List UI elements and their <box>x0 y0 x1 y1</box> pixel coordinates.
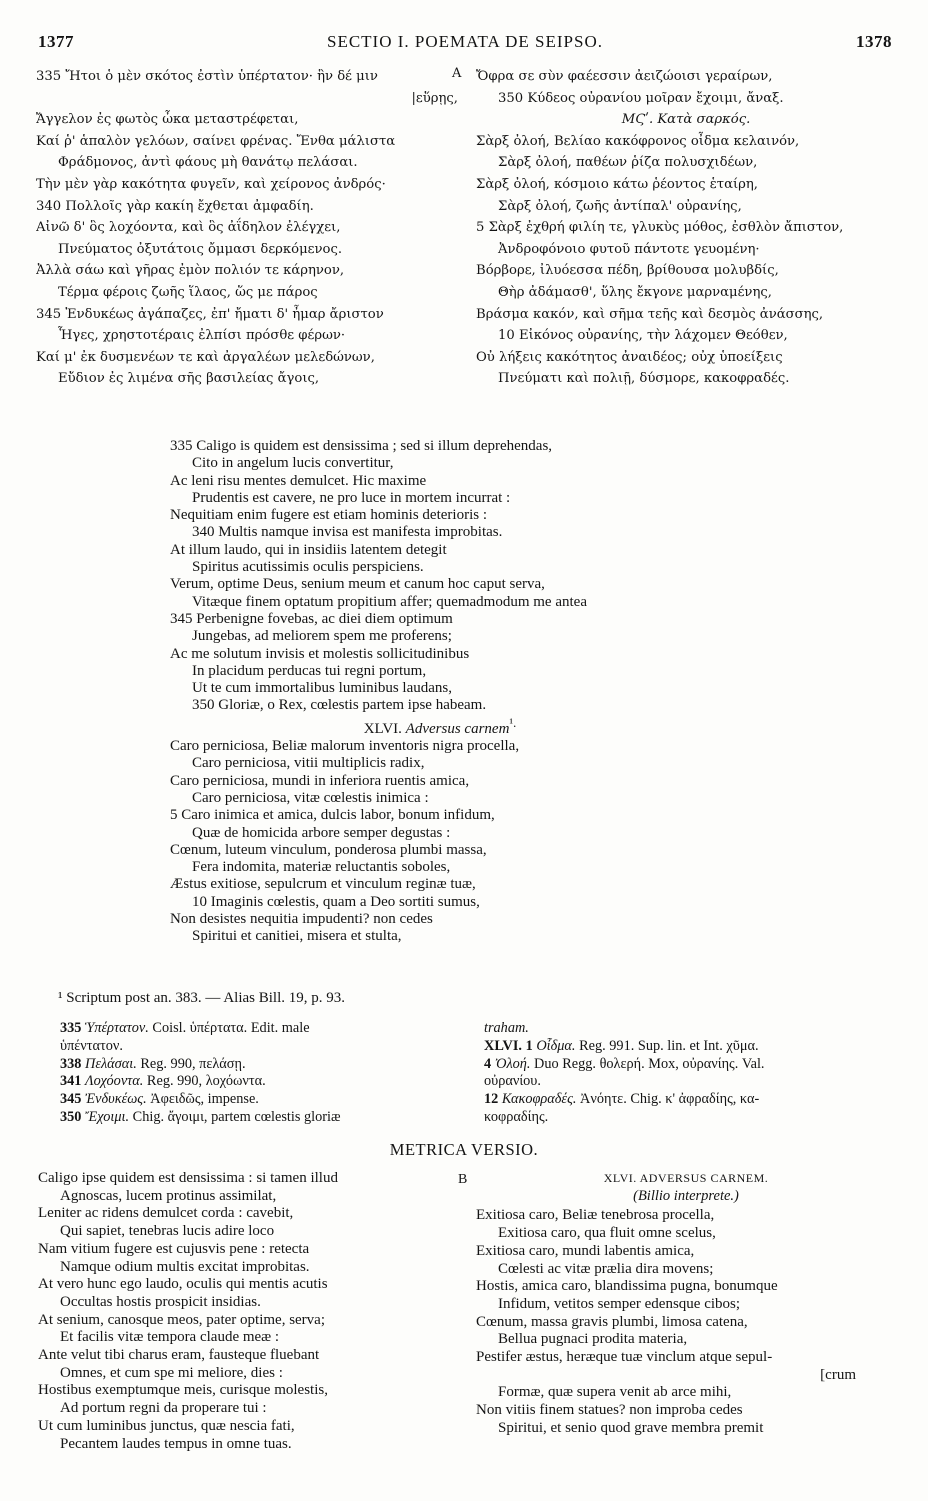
verse-line: Exitiosa caro, Beliæ tenebrosa procella, <box>476 1207 715 1224</box>
note-text: Coisl. ὑπέρτατα. Edit. male <box>148 1020 310 1036</box>
variant-notes-left <box>60 1020 465 1127</box>
latin-line: Prudentis est cavere, ne pro luce in mortem incurrat : <box>192 489 511 506</box>
verse-line: Qui sapiet, tenebras lucis adire loco <box>60 1223 275 1240</box>
greek-line: Φράδμονος, ἀντὶ φάους μὴ θανάτῳ πελάσαι. <box>58 155 358 171</box>
verse-line: Pestifer æstus, heræque tuæ vinclum atque sepul- <box>476 1349 773 1366</box>
greek-line: Πνεύματος ὀξυτάτοις ὄμμασι δερκόμενος. <box>58 241 343 257</box>
note-line <box>484 1109 896 1127</box>
note-line <box>60 1056 465 1074</box>
greek-line: 5 Σὰρξ ἐχθρή φιλίη τε, γλυκὺς μόθος, ἐσθλὸν ἄπιστον, <box>476 220 844 236</box>
latin-line: Fera indomita, materiæ reluctantis soboles, <box>192 859 451 876</box>
page-header <box>38 32 892 54</box>
latin-line: 350 Gloriæ, o Rex, cœlestis partem ipse habeam. <box>192 697 487 714</box>
greek-column-left <box>36 66 464 390</box>
verse-line: Bellua pugnaci prodita materia, <box>498 1331 688 1348</box>
latin-line: Spiritus acutissimis oculis perspiciens. <box>192 559 424 576</box>
latin-line: Nequitiam enim fugere est etiam hominis deterioris : <box>170 507 487 524</box>
note-lemma: Κακοφραδές. <box>501 1091 577 1108</box>
greek-line: 340 Πολλοῖς γὰρ κακίη ἔχθεται ἀμφαδίη. <box>36 198 314 214</box>
note-number: 335 <box>60 1020 82 1036</box>
note-text: Reg. 990, λοχόωντα. <box>143 1073 266 1090</box>
greek-line: Καί ῥ' ἁπαλὸν γελόων, σαίνει φρένας. Ἔνθα μάλιστα <box>36 133 396 149</box>
greek-line: Ἀλλὰ σάω καὶ γῆρας ἐμὸν πολιόν τε κάρηνον, <box>36 263 345 279</box>
note-line <box>484 1056 896 1074</box>
latin-line: Jungebas, ad meliorem spem me proferens; <box>192 628 452 645</box>
verse-line: Cœlesti ac vitæ prælia dira movens; <box>498 1260 714 1277</box>
footnote: ¹ Scriptum post an. 383. — Alias Bill. 19, p. 93. <box>58 990 345 1006</box>
poem-heading: XLVI. ADVERSUS CARNEM. <box>603 1171 769 1185</box>
latin-line: Ac leni risu mentes demulcet. Hic maxime <box>170 472 427 489</box>
note-line <box>484 1038 896 1056</box>
note-lemma: Λοχόοντα. <box>85 1073 144 1090</box>
note-text: Reg. 991. Sup. lin. et Int. χῦμα. <box>575 1037 759 1054</box>
verse-line: Hostibus exemptumque meis, curisque molestis, <box>38 1382 328 1399</box>
heading-number: XLVI. <box>363 720 402 737</box>
verse-line: Omnes, et cum spe mi meliore, dies : <box>60 1364 283 1381</box>
latin-line: Vitæque finem optatum propitium affer; quemadmodum me antea <box>192 593 587 610</box>
greek-line: Αἰνῶ δ' ὃς λοχόοντα, καὶ ὃς ἀΐδηλον ἐλέγχει, <box>36 220 341 236</box>
note-text: ὑπέντατον. <box>60 1037 123 1054</box>
verse-line: Exitiosa caro, qua fluit omne scelus, <box>498 1225 716 1242</box>
verse-line: Nam vitium fugere est cujusvis pene : retecta <box>38 1240 310 1257</box>
note-number: 341 <box>60 1073 82 1090</box>
greek-line: Ἧγες, χρηστοτέραις ἐλπίσι πρόσθε φέρων· <box>58 328 346 344</box>
note-lemma: Ἐνδυκέως. <box>85 1091 147 1108</box>
latin-line: Cœnum, luteum vinculum, ponderosa plumbi massa, <box>170 841 487 858</box>
greek-line: Σὰρξ ὀλοή, κόσμοιο κάτω ῥέοντος ἑταίρη, <box>476 176 758 192</box>
footnote-mark: ¹. <box>509 715 517 730</box>
verse-line: Caligo ipse quidem est densissima : si tamen illud <box>38 1170 338 1186</box>
note-line <box>60 1109 465 1127</box>
latin-line: Caro perniciosa, vitæ cœlestis inimica : <box>192 789 429 806</box>
greek-line: Τὴν μὲν γὰρ κακότητα φυγεῖν, καὶ χείρονος ἀνδρός· <box>36 176 386 192</box>
greek-line: Πνεύματι καὶ πολιῇ, δύσμορε, κακοφραδές. <box>498 371 790 387</box>
note-text: Ἀνόητε. Chig. κ' ἀφραδίης, κα- <box>576 1091 760 1108</box>
latin-line: 340 Multis namque invisa est manifesta improbitas. <box>192 524 503 541</box>
latin-line: In placidum perducas tui regni portum, <box>192 662 427 679</box>
verse-line: Occultas hostis prospicit insidias. <box>60 1293 261 1310</box>
verse-line: Namque odium multis excitat improbitas. <box>60 1258 310 1275</box>
latin-line: Quæ de homicida arbore semper degustas : <box>192 824 451 841</box>
greek-line: Βόρβορε, ἰλυόεσσα πέδη, βρίθουσα μολυβδίς, <box>476 263 779 279</box>
latin-line: Non desistes nequitia impudenti? non cedes <box>170 911 433 928</box>
greek-line: Εὔδιον ἐς λιμένα σῆς βασιλείας ἄγοις, <box>58 371 320 387</box>
greek-line: Σὰρξ ὀλοή, Βελίαο κακόφρονος οἶδμα κελαινόν, <box>476 133 800 149</box>
greek-line: Ἀνδροφόνοιο φυτοῦ πάντοτε γευομένη· <box>498 241 760 257</box>
running-title: SECTIO I. POEMATA DE SEIPSO. <box>327 32 603 51</box>
verse-line: Ante velut tibi charus eram, fausteque fluebant <box>38 1347 320 1364</box>
latin-line: 335 Caligo is quidem est densissima ; sed si illum deprehendas, <box>170 438 553 454</box>
metrica-versio-right <box>476 1170 896 1438</box>
note-line <box>60 1020 465 1038</box>
latin-line: 5 Caro inimica et amica, dulcis labor, bonum infidum, <box>170 807 495 824</box>
verse-line: At senium, canosque meos, pater optime, serva; <box>38 1311 326 1328</box>
verse-line: Cœnum, massa gravis plumbi, limosa catena, <box>476 1313 748 1330</box>
greek-poem-heading: ΜϚʹ. Κατὰ σαρκός. <box>621 112 751 128</box>
greek-line: 335 Ἤτοι ὁ μὲν σκότος ἐστὶν ὑπέρτατον· ἣν δέ μιν <box>36 69 378 84</box>
latin-line: 345 Perbenigne fovebas, ac diei diem optimum <box>170 610 453 627</box>
note-line <box>60 1073 465 1091</box>
note-lemma: Ὀλοή. <box>494 1055 531 1072</box>
latin-line: Caro perniciosa, mundi in inferiora ruentis amica, <box>170 772 470 789</box>
note-line <box>484 1073 896 1091</box>
verse-line: Pecantem laudes tempus in omne tuas. <box>60 1435 292 1452</box>
latin-line: Spiritui et canitiei, misera et stulta, <box>192 928 402 945</box>
note-number: 4 <box>484 1055 492 1072</box>
note-number: 12 <box>484 1091 499 1108</box>
note-lemma: Πελάσαι. <box>85 1055 137 1072</box>
latin-line: Verum, optime Deus, senium meum et canum hoc caput serva, <box>170 576 545 593</box>
verse-line: Ad portum regni da properare tui : <box>60 1400 267 1417</box>
verse-line: Formæ, quæ supera venit ab arce mihi, <box>498 1384 732 1401</box>
note-text: Chig. ἄγοιμι, partem cœlestis gloriæ <box>129 1108 341 1125</box>
verse-line: Spiritui, et senio quod grave membra premit <box>498 1419 764 1436</box>
note-line <box>484 1091 896 1109</box>
latin-line: Caro perniciosa, Beliæ malorum inventoris nigra procella, <box>170 738 520 755</box>
latin-translation <box>170 438 870 946</box>
greek-line: Βράσμα κακόν, καὶ σῆμα τεῆς καὶ δεσμὸς ἀνάσσης, <box>476 306 824 322</box>
latin-line: Æstus exitiose, sepulcrum et vinculum reginæ tuæ, <box>170 876 476 893</box>
note-text: Ἀφειδῶς, impense. <box>146 1091 259 1108</box>
greek-line: Σὰρξ ὀλοή, παθέων ῥίζα πολυσχιδέων, <box>498 155 758 171</box>
latin-line: Ac me solutum invisis et molestis sollicitudinibus <box>170 645 470 662</box>
verse-line: [crum <box>820 1366 856 1383</box>
verse-line: At vero hunc ego laudo, oculis qui mentis acutis <box>38 1276 328 1293</box>
note-lemma: Ἔχοιμι. <box>85 1108 130 1125</box>
greek-line: Ὄφρα σε σὺν φαέεσσιν ἀειζώοισι γεραίρων, <box>476 69 773 84</box>
verse-line: Exitiosa caro, mundi labentis amica, <box>476 1242 695 1259</box>
greek-line: Σὰρξ ὀλοή, ζωῆς ἀντίπαλ' οὐρανίης, <box>498 198 742 214</box>
latin-line: Caro perniciosa, vitii multiplicis radix, <box>192 755 425 772</box>
latin-line: Ut te cum immortalibus luminibus laudans, <box>192 680 452 697</box>
verse-line: Hostis, amica caro, blandissima pugna, bonumque <box>476 1278 778 1295</box>
note-lemma: Ὑπέρτατον. <box>85 1020 149 1036</box>
column-mark-b: B <box>458 1172 468 1187</box>
note-line <box>60 1038 465 1056</box>
greek-line: 350 Κύδεος οὐρανίου μοῖραν ἔχοιμι, ἄναξ. <box>498 90 784 106</box>
verse-line: Infidum, vetitos semper edensque cibos; <box>498 1295 741 1312</box>
note-number: XLVI. 1 <box>484 1037 533 1054</box>
note-line <box>60 1091 465 1109</box>
greek-line: Ἄγγελον ἐς φωτὸς ὦκα μεταστρέφεται, <box>36 112 299 128</box>
note-text: Duo Regg. θολερή. Mox, οὐρανίης. Val. <box>530 1055 765 1072</box>
verse-line: Non vitiis finem statues? non improba cedes <box>476 1402 743 1419</box>
note-lemma: Οἶδμα. <box>536 1037 576 1054</box>
poem-subheading: (Billio interprete.) <box>633 1187 739 1204</box>
note-number: 350 <box>60 1108 82 1125</box>
note-text: οὐρανίου. <box>484 1073 541 1090</box>
note-number: 345 <box>60 1091 82 1108</box>
verse-line: Ut cum luminibus junctus, quæ nescia fati, <box>38 1417 295 1434</box>
note-number: 338 <box>60 1055 82 1072</box>
latin-line: Cito in angelum lucis convertitur, <box>192 455 394 472</box>
right-page-number: 1378 <box>856 32 892 51</box>
greek-line: Οὐ λήξεις κακότητος ἀναιδέος; οὐχ ὑποείξεις <box>476 349 783 365</box>
greek-line: |εὕρῃς, <box>411 90 458 106</box>
column-mark-a: A <box>452 66 462 81</box>
variant-notes-right <box>484 1020 896 1127</box>
greek-line: Τέρμα φέροις ζωῆς ἵλαος, ὥς με πάρος <box>58 284 318 300</box>
verse-line: Leniter ac ridens demulcet corda : cavebit, <box>38 1205 294 1222</box>
left-page-number: 1377 <box>38 32 74 51</box>
greek-line: Θὴρ ἀδάμασθ', ὕλης ἔκγονε μαρναμένης, <box>498 284 772 300</box>
verse-line: Et facilis vitæ tempora claude meæ : <box>60 1329 280 1346</box>
greek-line: 345 Ἐνδυκέως ἀγάπαζες, ἐπ' ἤματι δ' ἦμαρ ἄριστον <box>36 306 384 322</box>
latin-poem-heading <box>170 715 870 738</box>
verse-line: Agnoscas, lucem protinus assimilat, <box>60 1187 277 1204</box>
section-title: METRICA VERSIO. <box>389 1140 539 1159</box>
greek-line: Καί μ' ἐκ δυσμενέων τε καὶ ἀργαλέων μελεδώνων, <box>36 349 375 365</box>
note-line <box>484 1020 896 1038</box>
note-text: κοφραδίης. <box>484 1108 549 1125</box>
latin-line: 10 Imaginis cœlestis, quam a Deo sortiti sumus, <box>192 893 480 910</box>
latin-line: At illum laudo, qui in insidiis latentem detegit <box>170 541 447 558</box>
metrica-versio-left <box>38 1170 474 1453</box>
greek-column-right <box>476 66 896 390</box>
note-text: Reg. 990, πελάσῃ. <box>136 1055 246 1072</box>
note-text: traham. <box>484 1020 529 1036</box>
greek-line: 10 Εἰκόνος οὐρανίης, τὴν λάχομεν Θεόθεν, <box>498 328 788 344</box>
heading-title: Adversus carnem <box>405 720 510 737</box>
